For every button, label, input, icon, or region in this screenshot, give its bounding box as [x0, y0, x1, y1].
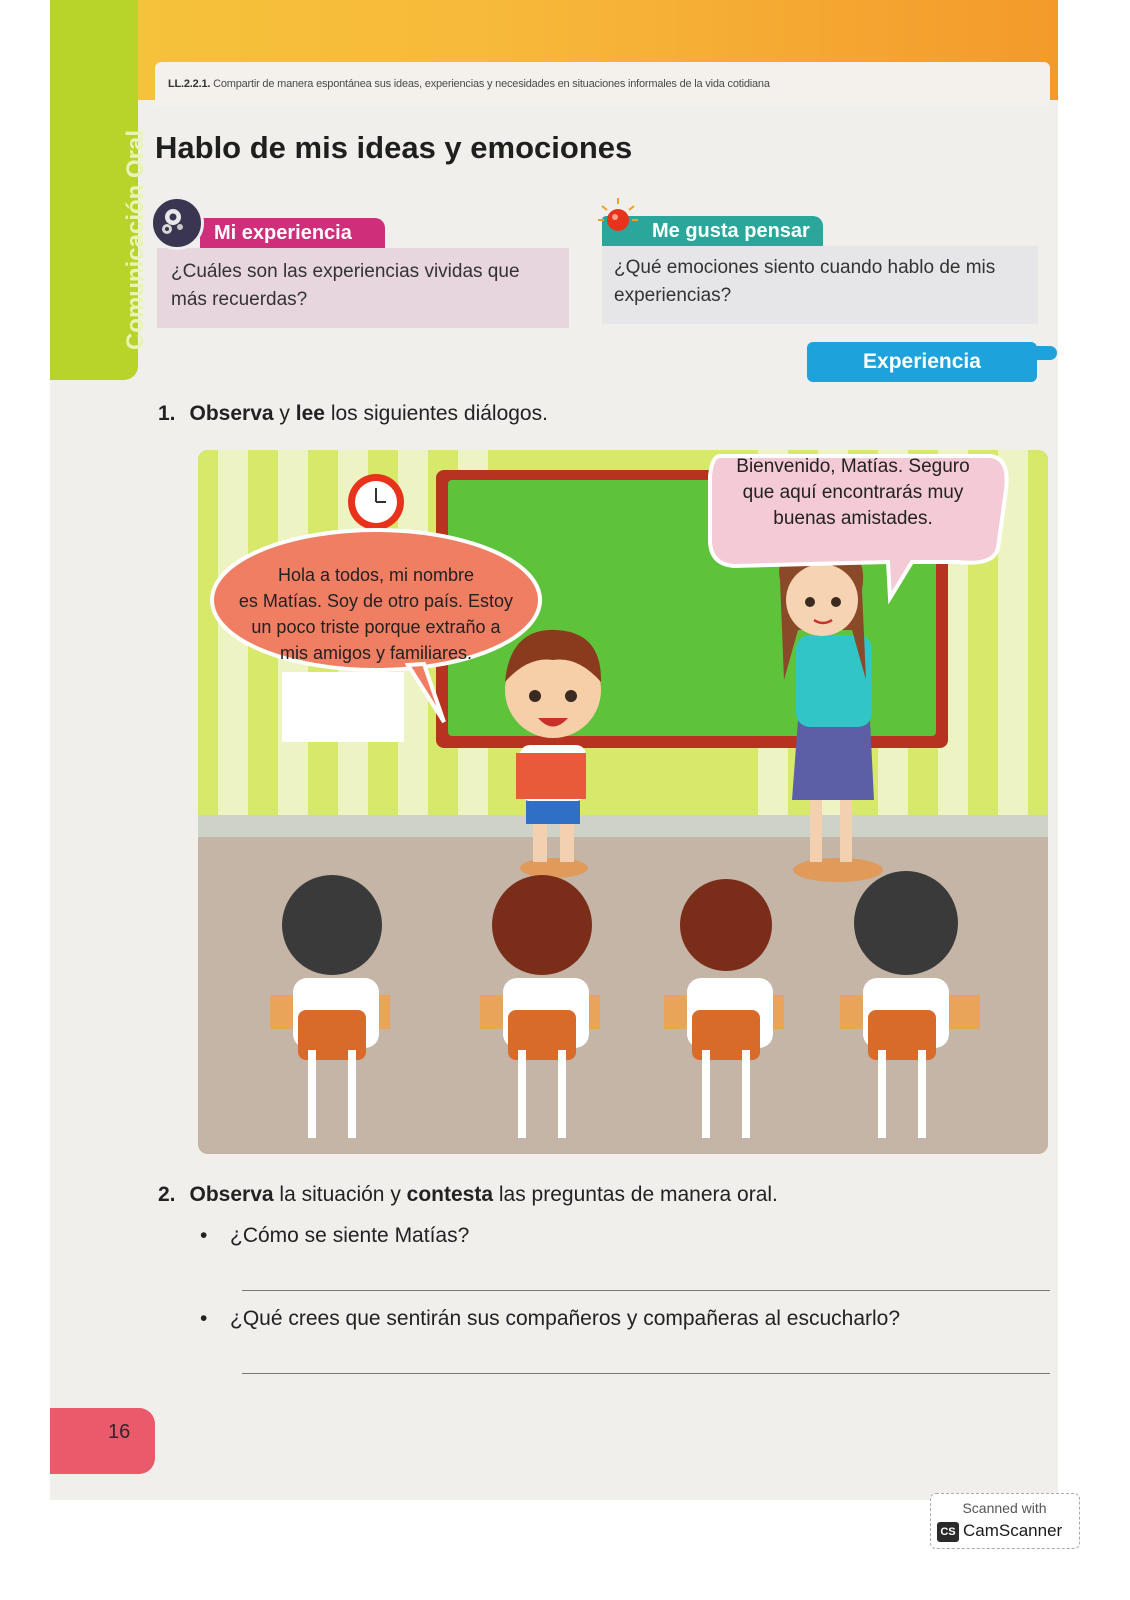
answer-line[interactable]	[242, 1373, 1050, 1374]
camscanner-logo-icon: CS	[937, 1522, 959, 1542]
page-number: 16	[108, 1421, 131, 1443]
teacher-speech-line-3: buenas amistades.	[773, 508, 933, 529]
experience-section-label: Experiencia	[807, 342, 1037, 382]
question-item: • ¿Qué crees que sentirán sus compañeros y compañeras al escucharlo?	[200, 1307, 901, 1330]
camscanner-watermark	[930, 1493, 1080, 1549]
section-side-tab	[50, 0, 149, 380]
classroom-illustration	[198, 450, 1048, 1154]
boy-speech-line-3: un poco triste porque extraño a	[251, 617, 501, 637]
teacher-speech-line-2: que aquí encontrarás muy	[742, 482, 964, 503]
question-item: • ¿Cómo se siente Matías?	[200, 1224, 470, 1247]
teacher-speech-line-1: Bienvenido, Matías. Seguro	[736, 456, 970, 477]
page-title: Hablo de mis ideas y emociones	[155, 130, 633, 165]
textbook-page	[50, 0, 1058, 1500]
activity-1-instruction: 1. Observa y lee los siguientes diálogos.	[158, 402, 548, 425]
learning-standard: LL.2.2.1. Compartir de manera espontánea sus ideas, experiencias y necesidades en situaciones informales de la vida cotidiana	[168, 78, 770, 90]
boy-speech-line-4: mis amigos y familiares.	[279, 643, 473, 663]
scanned-with-text: Scanned with	[962, 1500, 1047, 1516]
thinking-label: Me gusta pensar	[602, 216, 823, 246]
camscanner-name: CamScanner	[963, 1521, 1063, 1540]
gears-head-icon	[150, 196, 204, 250]
experience-label: Mi experiencia	[200, 218, 385, 248]
answer-line[interactable]	[242, 1290, 1050, 1291]
side-tab-label: Comunicación Oral	[122, 129, 149, 351]
experience-question-box: ¿Cuáles son las experiencias vividas que más recuerdas?	[157, 248, 569, 328]
section-label-tail	[1035, 346, 1057, 360]
boy-speech-line-2: es Matías. Soy de otro país. Estoy	[238, 591, 514, 611]
boy-speech-line-1: Hola a todos, mi nombre	[277, 565, 475, 585]
lightbulb-idea-icon	[598, 198, 638, 238]
activity-2-instruction: 2. Observa la situación y contesta las preguntas de manera oral.	[158, 1183, 778, 1206]
thinking-question-box: ¿Qué emociones siento cuando hablo de mis experiencias?	[602, 246, 1038, 324]
page-number-tab	[50, 1408, 155, 1474]
